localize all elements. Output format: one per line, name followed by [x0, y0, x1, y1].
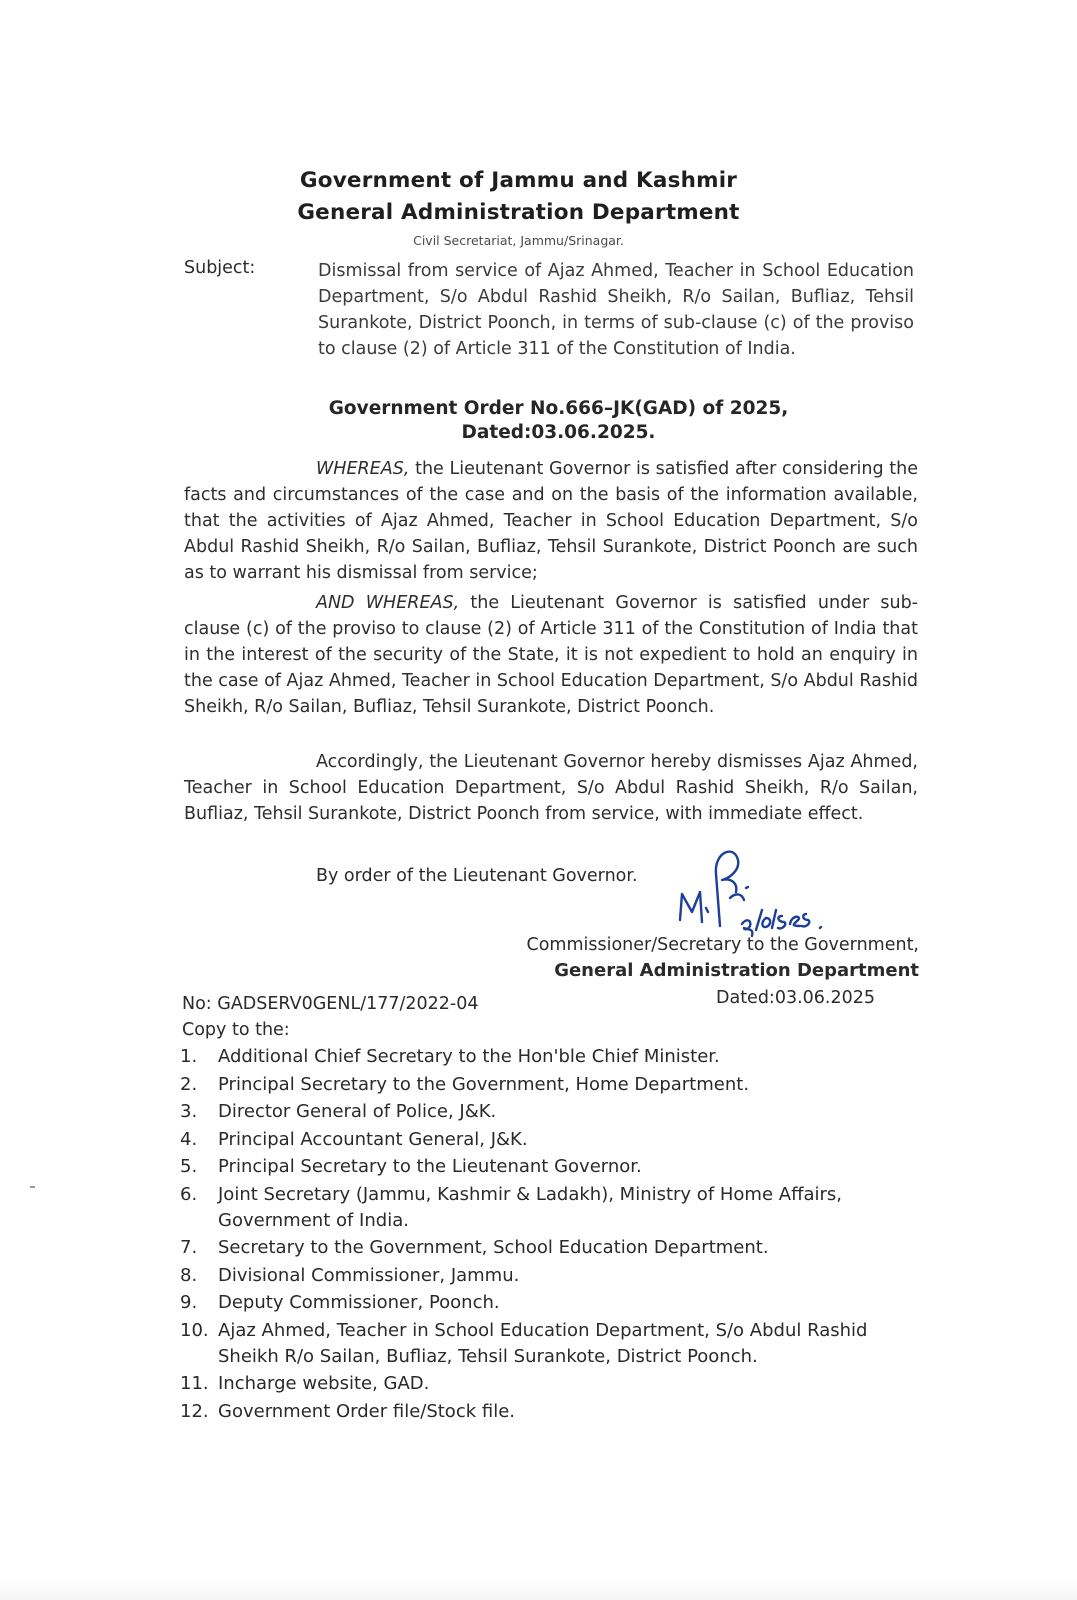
list-item-number: 5.: [180, 1156, 198, 1177]
list-item: [180, 1044, 920, 1070]
list-item: [180, 1371, 920, 1397]
signatory-title: Commissioner/Secretary to the Government,: [526, 935, 919, 955]
copy-to-heading: Copy to the:: [182, 1020, 290, 1040]
reference-number: No: GADSERV0GENL/177/2022-04: [182, 994, 479, 1014]
list-item-number: 7.: [180, 1237, 198, 1258]
list-item: [180, 1263, 920, 1289]
list-item-number: 2.: [180, 1073, 198, 1095]
list-item-text: Joint Secretary (Jammu, Kashmir & Ladakh), Ministry of Home Affairs, Government of India.: [218, 1183, 843, 1231]
list-item-text: Deputy Commissioner, Poonch.: [218, 1292, 500, 1313]
list-item-number: 3.: [180, 1101, 198, 1122]
list-item: [180, 1290, 920, 1316]
list-item-text: Additional Chief Secretary to the Hon'ble Chief Minister.: [218, 1046, 720, 1067]
list-item-text: Divisional Commissioner, Jammu.: [218, 1264, 520, 1286]
paragraph-whereas: [184, 456, 918, 586]
list-item-number: 1.: [180, 1046, 198, 1067]
list-item-text: Principal Secretary to the Government, Home Department.: [218, 1073, 750, 1095]
scan-speck: [30, 1186, 35, 1188]
list-item-number: 4.: [180, 1128, 198, 1150]
paragraph-accordingly: Accordingly, the Lieutenant Governor hereby dismisses Ajaz Ahmed, Teacher in School Education Department, S/o Abdul Rashid Sheikh, R/o Sailan, Bufliaz, Tehsil Surankote, District Poonch from service, with immediate effect.: [184, 752, 918, 824]
list-item-text: Government Order file/Stock file.: [218, 1400, 515, 1422]
reference-date: Dated:03.06.2025: [716, 988, 876, 1008]
list-item: [180, 1318, 920, 1370]
list-item: [180, 1099, 920, 1125]
header-department: General Administration Department: [297, 200, 740, 225]
copy-list: [180, 1044, 920, 1426]
order-number: Government Order No.666–JK(GAD) of 2025,: [328, 398, 789, 419]
list-item-number: 10.: [180, 1319, 209, 1341]
scan-edge-shadow: [0, 1578, 1077, 1600]
and-whereas-text: the Lieutenant Governor is satisfied under sub-clause (c) of the proviso to clause (2) of Article 311 of the Constitution of India that in the interest of the security of the State, it is not expedient to hold an enquiry in the case of Ajaz Ahmed, Teacher in School Education Department, S/o Abdul Rashid Sheikh, R/o Sailan, Bufliaz, Tehsil Surankote, District Poonch.: [184, 593, 918, 717]
list-item-number: 6.: [180, 1183, 198, 1205]
list-item-number: 12.: [180, 1400, 209, 1422]
list-item-number: 8.: [180, 1264, 198, 1286]
list-item-text: Principal Secretary to the Lieutenant Governor.: [218, 1156, 642, 1177]
list-item-number: 11.: [180, 1373, 209, 1394]
list-item-text: Secretary to the Government, School Education Department.: [218, 1237, 769, 1258]
order-date: Dated:03.06.2025.: [461, 422, 656, 443]
subject-text: Dismissal from service of Ajaz Ahmed, Teacher in School Education Department, S/o Abdul Rashid Sheikh, R/o Sailan, Bufliaz, Tehsil Surankote, District Poonch, in terms of sub-clause (c) of the proviso to clause (2) of Article 311 of the Constitution of India.: [318, 261, 914, 359]
header-government: Government of Jammu and Kashmir: [299, 168, 738, 193]
list-item-text: Ajaz Ahmed, Teacher in School Education Department, S/o Abdul Rashid Sheikh R/o Sailan, Bufliaz, Tehsil Surankote, District Poonch.: [218, 1319, 868, 1367]
whereas-lead: WHEREAS,: [316, 459, 410, 479]
list-item: [180, 1182, 920, 1234]
and-whereas-lead: AND WHEREAS,: [316, 593, 460, 613]
list-item: [180, 1235, 920, 1261]
list-item-text: Incharge website, GAD.: [218, 1373, 430, 1394]
by-order-line: By order of the Lieutenant Governor.: [316, 866, 638, 886]
list-item-number: 9.: [180, 1292, 198, 1313]
list-item: [180, 1127, 920, 1153]
subject-label: Subject:: [184, 258, 256, 278]
header-address: Civil Secretariat, Jammu/Srinagar.: [413, 233, 624, 248]
list-item-text: Director General of Police, J&K.: [218, 1101, 497, 1122]
handwritten-signature: [672, 838, 842, 938]
list-item: [180, 1072, 920, 1098]
whereas-text: the Lieutenant Governor is satisfied after considering the facts and circumstances of the case and on the basis of the information available, that the activities of Ajaz Ahmed, Teacher in School Education Department, S/o Abdul Rashid Sheikh, R/o Sailan, Bufliaz, Tehsil Surankote, District Poonch are such as to warrant his dismissal from service;: [184, 459, 918, 583]
list-item-text: Principal Accountant General, J&K.: [218, 1128, 528, 1150]
list-item: [180, 1154, 920, 1180]
list-item: [180, 1399, 920, 1425]
signatory-department: General Administration Department: [554, 960, 919, 981]
paragraph-and-whereas: [184, 590, 918, 720]
